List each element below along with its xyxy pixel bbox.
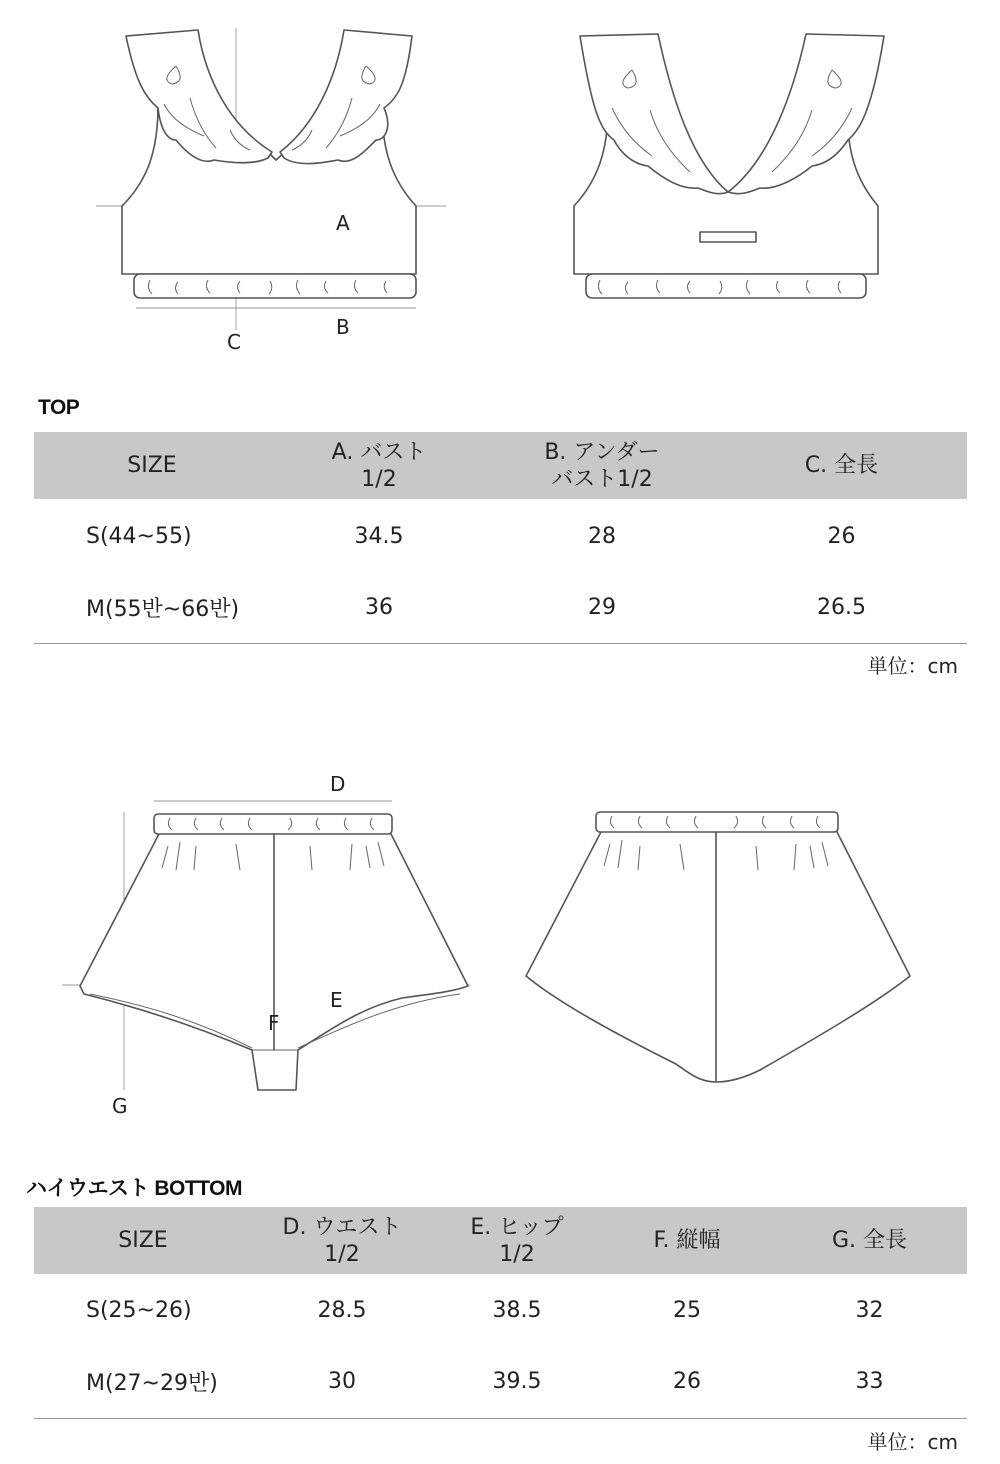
header-waist: D. ウエスト 1/2: [282, 1214, 402, 1267]
bottom-unit-note: 単位：cm: [867, 1430, 958, 1454]
value-cell: 28.5: [317, 1297, 367, 1323]
value-cell: 34.5: [354, 523, 404, 549]
top-unit-note: 単位：cm: [867, 654, 958, 678]
table-row: [34, 1346, 967, 1418]
header-size: SIZE: [127, 453, 177, 478]
value-cell: 28: [588, 523, 616, 549]
measure-label-a: A: [336, 211, 350, 235]
header-rise: F. 縦幅: [653, 1228, 721, 1253]
header-under-bust: B. アンダー バスト1/2: [544, 439, 660, 492]
value-cell: 26: [827, 523, 856, 549]
size-cell: S(44~55): [86, 523, 192, 549]
header-total-length: G. 全長: [831, 1228, 908, 1253]
measure-label-f: F: [268, 1011, 280, 1035]
measure-label-g: G: [112, 1094, 128, 1118]
bottom-section-title: ハイウエスト BOTTOM: [26, 1177, 242, 1200]
measure-label-e: E: [330, 988, 343, 1012]
header-size: SIZE: [118, 1228, 168, 1253]
value-cell: 32: [855, 1297, 884, 1323]
value-cell: 26: [602, 1346, 772, 1418]
size-cell: M(55반~66반): [34, 573, 270, 643]
size-cell: S(25~26): [86, 1297, 192, 1323]
measure-label-b: B: [336, 315, 350, 339]
value-cell: 38.5: [492, 1297, 542, 1323]
bottom-size-table: [34, 1207, 967, 1419]
size-cell: M(27~29반): [34, 1346, 252, 1418]
table-row: [34, 1274, 967, 1346]
value-cell: 36: [270, 573, 488, 643]
measure-label-d: D: [330, 772, 346, 796]
value-cell: 39.5: [432, 1346, 602, 1418]
value-cell: 25: [673, 1297, 701, 1323]
value-cell: 29: [488, 573, 716, 643]
value-cell: 33: [772, 1346, 967, 1418]
top-section-title: TOP: [38, 396, 80, 419]
bottom-table-header-row: [34, 1207, 967, 1274]
measure-label-c: C: [227, 330, 241, 354]
header-total-length: C. 全長: [804, 453, 879, 478]
header-hip: E. ヒップ 1/2: [470, 1214, 564, 1267]
header-bust: A. バスト 1/2: [331, 439, 427, 492]
value-cell: 30: [252, 1346, 432, 1418]
value-cell: 26.5: [716, 573, 967, 643]
